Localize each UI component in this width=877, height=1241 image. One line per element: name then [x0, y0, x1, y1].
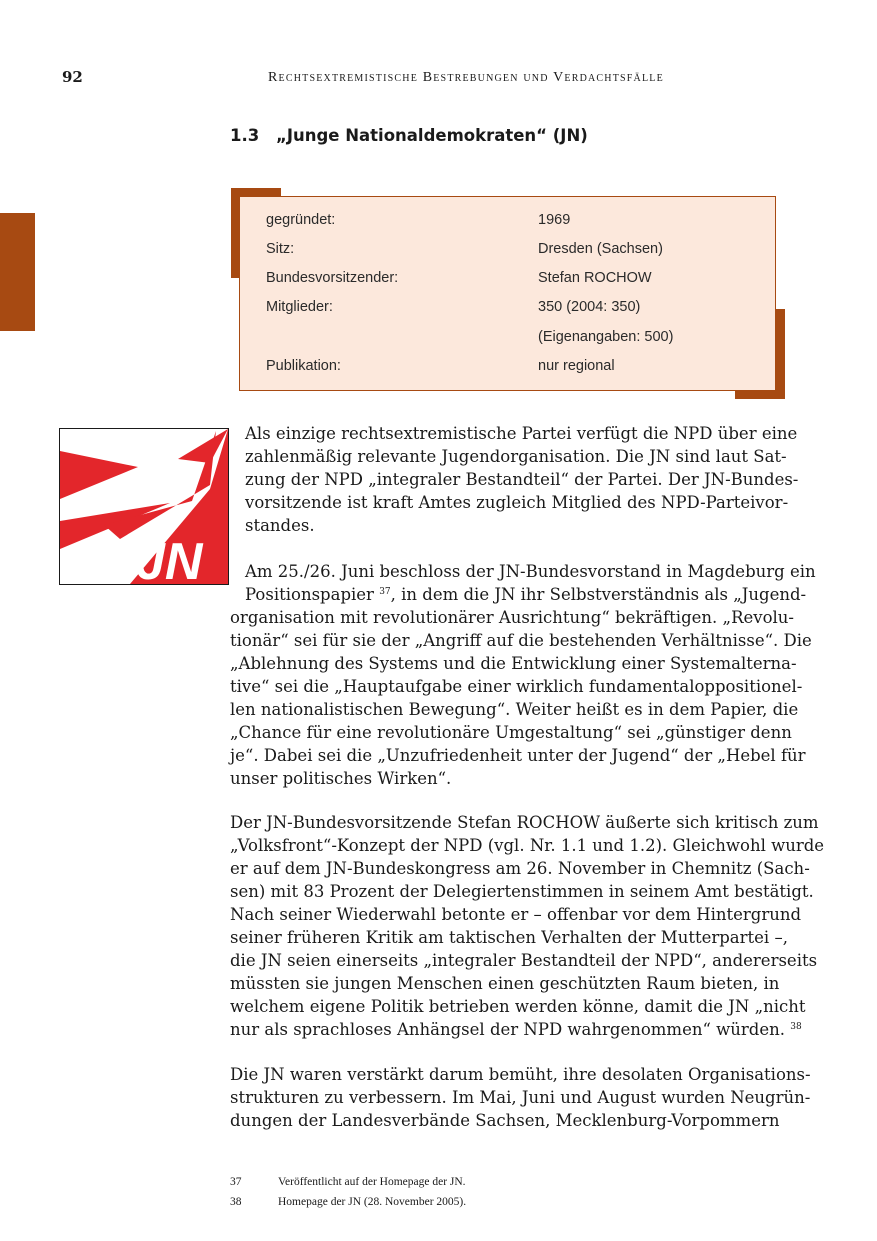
info-box: [239, 196, 776, 391]
footnote-text: Veröffentlicht auf der Homepage der JN.: [278, 1176, 466, 1188]
running-head: Rechtsextremistische Bestrebungen und Verdachtsfälle: [268, 70, 664, 85]
text-span: Positionspapier: [245, 585, 380, 604]
info-value: 350 (2004: 350): [538, 299, 641, 315]
text-line: zung der NPD „integraler Bestandteil“ der Partei. Der JN-Bundes-: [245, 470, 799, 489]
info-label: gegründet:: [266, 212, 336, 228]
info-row: [240, 329, 775, 351]
text-line: vorsitzende ist kraft Amtes zugleich Mitglied des NPD-Parteivor-: [245, 493, 789, 512]
text-span: nur als sprachloses Anhängsel der NPD wahrgenommen“ würden.: [230, 1020, 791, 1039]
text-line: unser politisches Wirken“.: [230, 769, 452, 788]
text-line: die JN seien einerseits „integraler Bestandteil der NPD“, andererseits: [230, 951, 818, 970]
text-line: Nach seiner Wiederwahl betonte er – offenbar vor dem Hintergrund: [230, 905, 802, 924]
footnote: [230, 1196, 466, 1216]
text-line: seiner früheren Kritik am taktischen Verhalten der Mutterpartei –,: [230, 928, 788, 947]
section-title: „Junge Nationaldemokraten“ (JN): [276, 126, 588, 145]
text-line: organisation mit revolutionärer Ausrichtung“ bekräftigen. „Revolu-: [230, 608, 794, 627]
text-line: standes.: [245, 516, 315, 535]
text-line: „Volksfront“-Konzept der NPD (vgl. Nr. 1.1 und 1.2). Gleichwohl wurde: [230, 836, 825, 855]
info-row: [240, 358, 775, 380]
text-line: zahlenmäßig relevante Jugendorganisation. Die JN sind laut Sat-: [245, 447, 787, 466]
text-line: [230, 583, 807, 606]
info-row: [240, 299, 775, 321]
info-value: Stefan ROCHOW: [538, 270, 652, 286]
info-value: nur regional: [538, 358, 615, 374]
jn-logo: [59, 428, 229, 585]
info-value: (Eigenangaben: 500): [538, 329, 674, 345]
text-line: welchem eigene Politik betrieben werden könne, damit die JN „nicht: [230, 997, 806, 1016]
info-label: Mitglieder:: [266, 299, 333, 315]
text-line: Die JN waren verstärkt darum bemüht, ihre desolaten Organisations-: [230, 1065, 811, 1084]
text-line: strukturen zu verbessern. Im Mai, Juni und August wurden Neugrün-: [230, 1088, 811, 1107]
text-line: müssten sie jungen Menschen einen geschützten Raum bieten, in: [230, 974, 780, 993]
text-span: , in dem die JN ihr Selbstverständnis als „Jugend-: [390, 585, 807, 604]
info-value: Dresden (Sachsen): [538, 241, 663, 257]
text-line: dungen der Landesverbände Sachsen, Mecklenburg-Vorpommern: [230, 1111, 780, 1130]
paragraph-3: [230, 811, 825, 1041]
info-row: [240, 212, 775, 234]
footnote-ref-38[interactable]: 38: [790, 1022, 802, 1032]
info-label: Sitz:: [266, 241, 295, 257]
footnote-text: Homepage der JN (28. November 2005).: [278, 1196, 467, 1208]
text-line: [230, 1018, 802, 1041]
text-line: „Ablehnung des Systems und die Entwicklung einer Systemalterna-: [230, 654, 797, 673]
text-line: „Chance für eine revolutionäre Umgestaltung“ sei „günstiger denn: [230, 723, 792, 742]
text-line: je“. Dabei sei die „Unzufriedenheit unter der Jugend“ der „Hebel für: [230, 746, 806, 765]
text-line: er auf dem JN-Bundeskongress am 26. November in Chemnitz (Sach-: [230, 859, 810, 878]
text-line: tionär“ sei für sie der „Angriff auf die bestehenden Verhältnisse“. Die: [230, 631, 812, 650]
footnote-ref-37[interactable]: 37: [379, 587, 391, 597]
logo-text: JN: [136, 533, 203, 584]
info-row: [240, 270, 775, 292]
paragraph-1: [230, 422, 799, 537]
text-line: Am 25./26. Juni beschloss der JN-Bundesvorstand in Magdeburg ein: [245, 562, 816, 581]
text-line: len nationalistischen Bewegung“. Weiter heißt es in dem Papier, die: [230, 700, 799, 719]
text-line: tive“ sei die „Hauptaufgabe einer wirklich fundamentaloppositionel-: [230, 677, 803, 696]
text-line: Der JN-Bundesvorsitzende Stefan ROCHOW äußerte sich kritisch zum: [230, 813, 819, 832]
info-value: 1969: [538, 212, 571, 228]
page-number: 92: [62, 68, 83, 86]
footnote: [230, 1176, 466, 1196]
side-accent-bar: [0, 213, 35, 331]
info-label: Bundesvorsitzender:: [266, 270, 399, 286]
section-heading: [230, 126, 588, 145]
paragraph-2: [230, 560, 816, 790]
text-line: sen) mit 83 Prozent der Delegiertenstimmen in seinem Amt bestätigt.: [230, 882, 814, 901]
section-number: 1.3: [230, 126, 260, 145]
text-line: Als einzige rechtsextremistische Partei verfügt die NPD über eine: [245, 424, 798, 443]
footnotes: [230, 1176, 466, 1216]
footnote-number: 37: [230, 1176, 242, 1188]
info-row: [240, 241, 775, 263]
paragraph-4: [230, 1063, 811, 1132]
info-label: Publikation:: [266, 358, 341, 374]
footnote-number: 38: [230, 1196, 242, 1208]
